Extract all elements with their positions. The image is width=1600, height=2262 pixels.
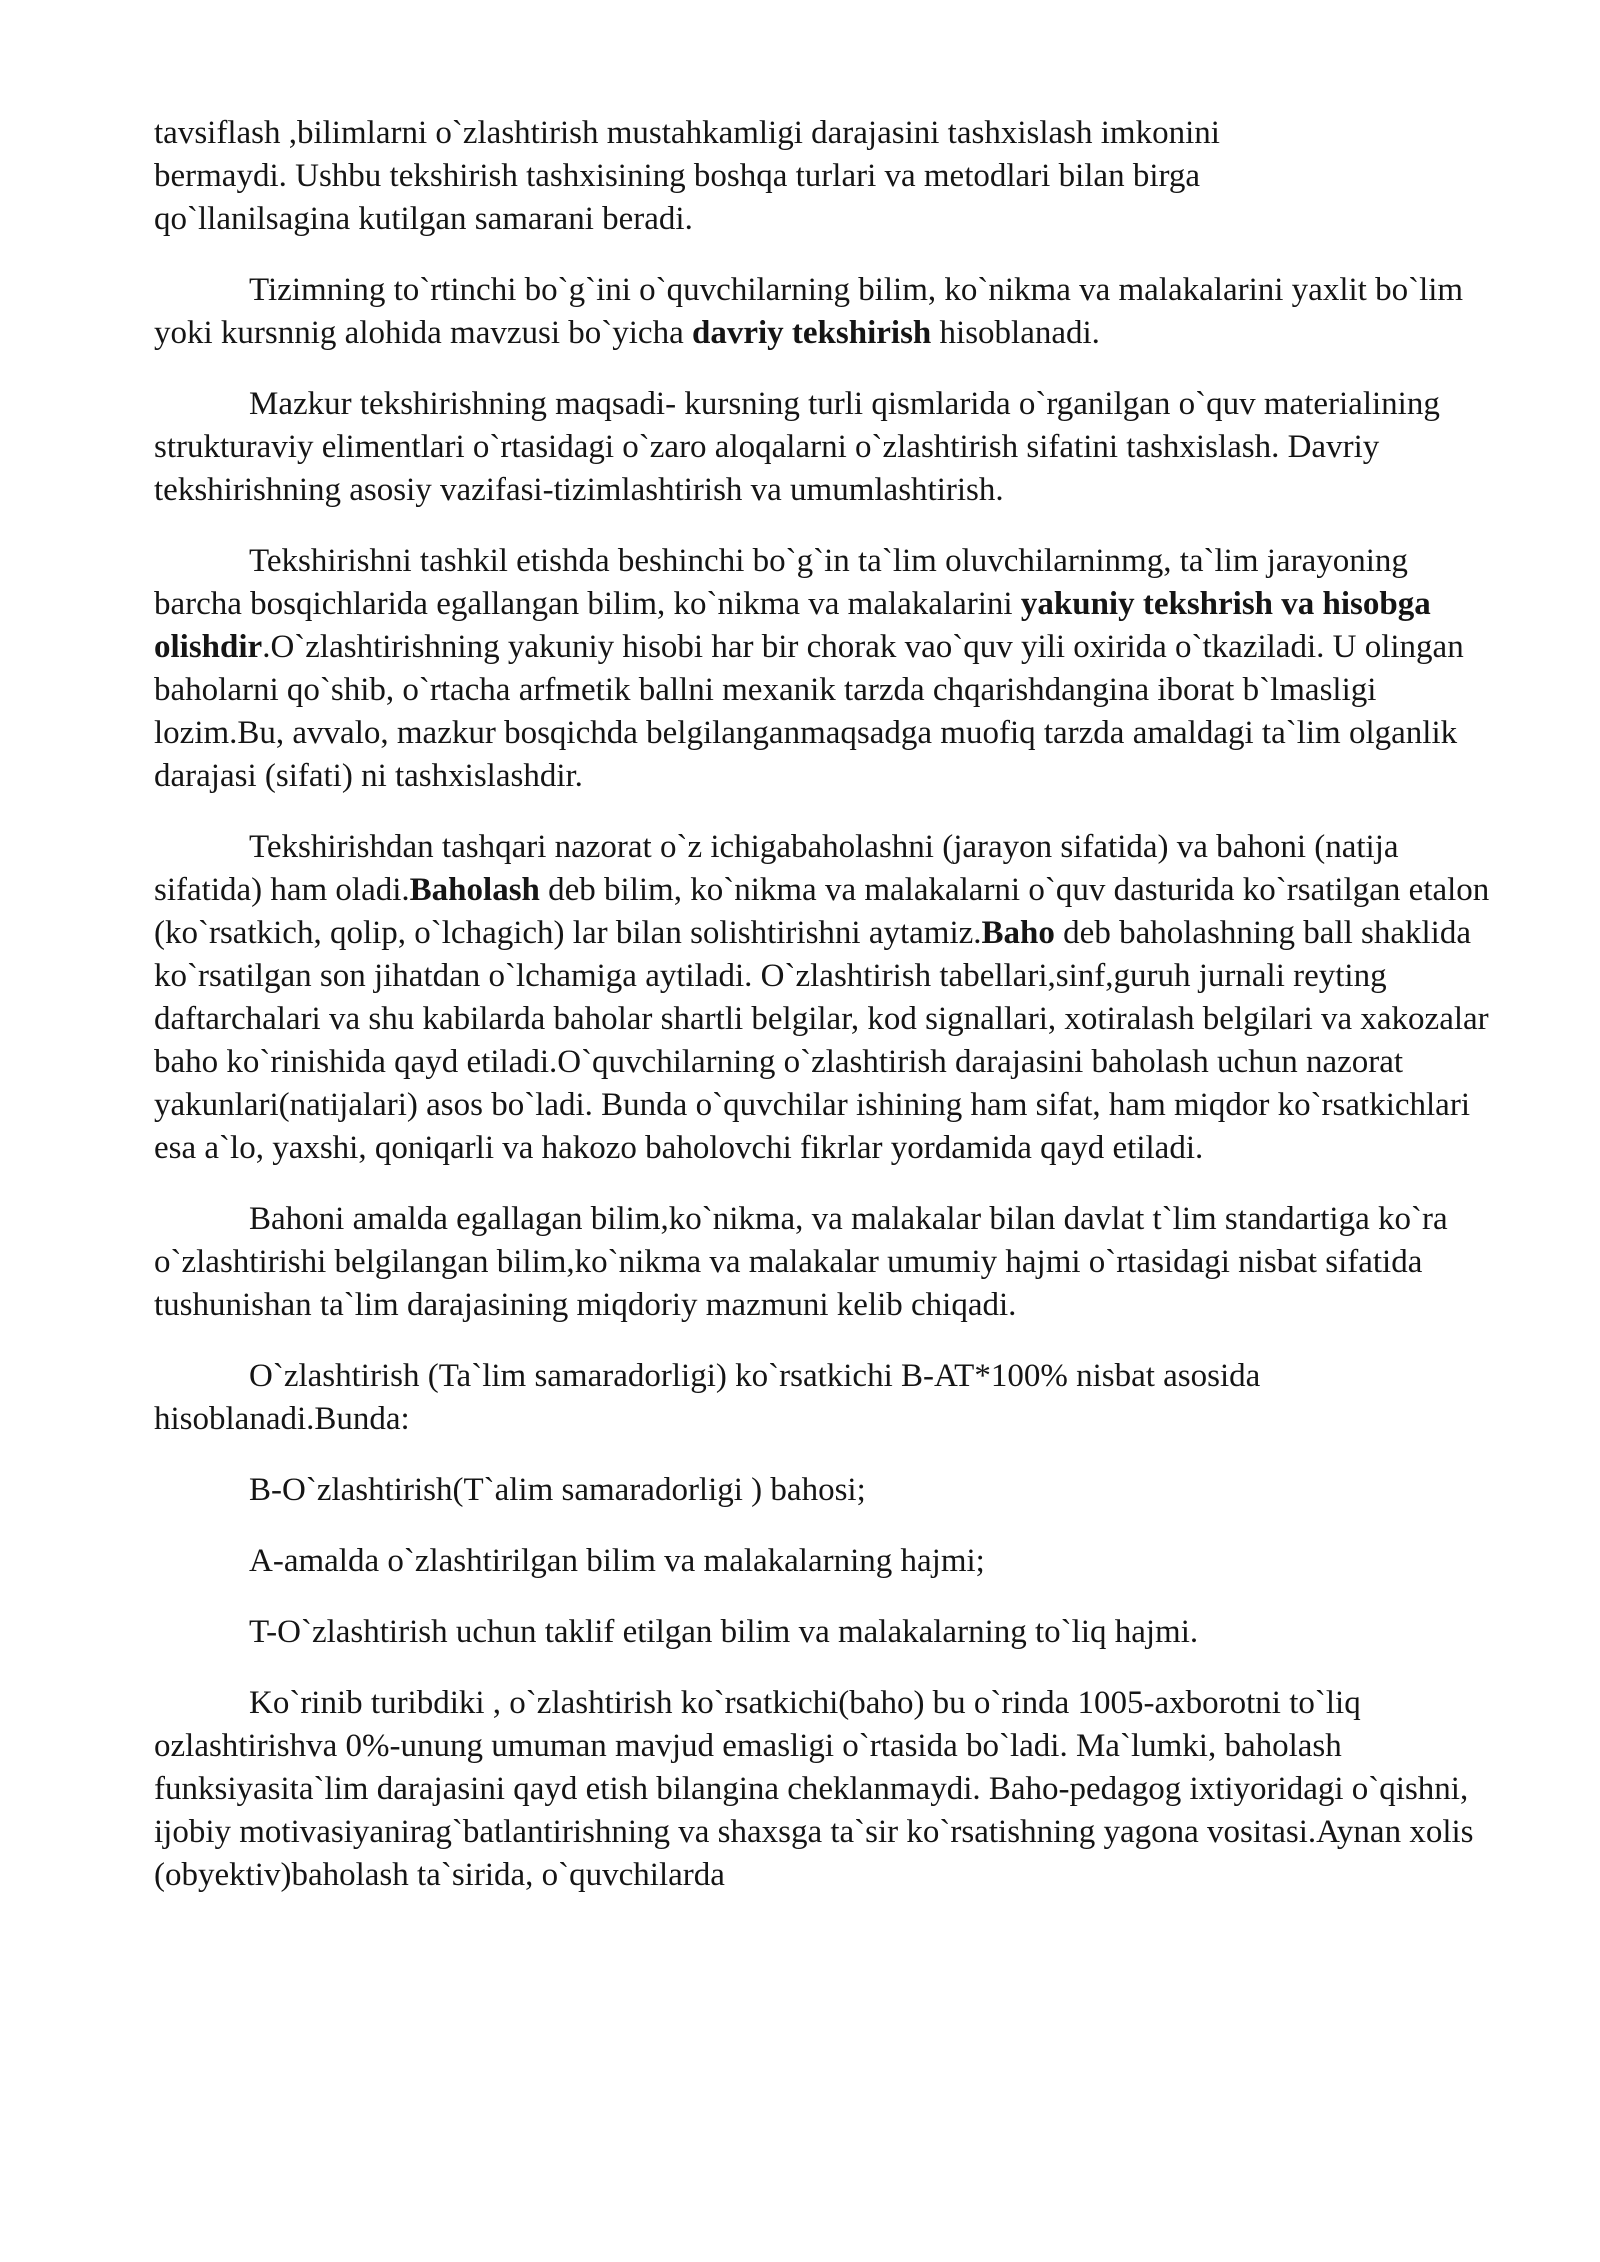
paragraph-5-bold-baholash: Baholash bbox=[409, 872, 540, 908]
paragraph-7: O`zlashtirish (Ta`lim samaradorligi) ko`rsatkichi B-AT*100% nisbat asosida hisoblanadi.Bunda: bbox=[154, 1358, 1261, 1437]
paragraph-11: Ko`rinib turibdiki , o`zlashtirish ko`rsatkichi(baho) bu o`rinda 1005-axborotni to`liq ozlashtirishva 0%-unung umuman mavjud emasligi o`rtasida bo`ladi. Ma`lumki, baholash funksiyasita`lim darajasini qayd etish bilangina cheklanmaydi. Baho-pedagog ixtiyoridagi o`qishni, ijobiy motivasiyanirag`batlantirishning va shaxsga ta`sir ko`rsatishning yagona vositasi.Aynan xolis (obyektiv)baholash ta`sirida, o`quvchilarda bbox=[154, 1685, 1474, 1893]
paragraph-5-bold-baho: Baho bbox=[981, 915, 1055, 951]
paragraph-2-bold-term: davriy tekshirish bbox=[691, 315, 932, 351]
paragraph-5-text-e: deb baholashning ball shaklida ko`rsatilgan son jihatdan o`lchamiga aytiladi. O`zlashtirish tabellari,sinf,guruh jurnali reyting daftarchalari va shu kabilarda baholar shartli belgilar, kod signallari, xotiralash belgilari va xakozalar baho ko`rinishida qayd etiladi.O`quvchilarning o`zlashtirish darajasini baholash uchun nazorat yakunlari(natijalari) asos bo`ladi. Bunda o`quvchilar ishining ham sifat, ham miqdor ko`rsatkichlari esa a`lo, yaxshi, qoniqarli va hakozo baholovchi fikrlar yordamida qayd etiladi. bbox=[154, 915, 1489, 1166]
paragraph-4-text-c: .O`zlashtirishning yakuniy hisobi har bir chorak vao`quv yili oxirida o`tkaziladi. U olingan baholarni qo`shib, o`rtacha arfmetik ballni mexanik tarzda chqarishdangina iborat b`lmasligi lozim.Bu, avvalo, mazkur bosqichda belgilanganmaqsadga muofiq tarzda amaldagi ta`lim olganlik darajasi (sifati) ni tashxislashdir. bbox=[154, 629, 1464, 794]
paragraph-2 bbox=[154, 269, 1494, 355]
paragraph-2-text-c: hisoblanadi. bbox=[931, 315, 1100, 351]
paragraph-1-line-2: bermaydi. Ushbu tekshirish tashxisining boshqa turlari va metodlari bilan birga bbox=[154, 158, 1201, 194]
paragraph-5-text-c: deb bilim, ko`nikma va malakalarni o`quv dasturida ko`rsatilgan etalon (ko`rsatkich, qolip, o`lchagich) lar bilan solishtirishni aytamiz. bbox=[154, 872, 1490, 951]
paragraph-5-text-a: Tekshirishdan tashqari nazorat o`z ichigabaholashni (jarayon sifatida) va bahoni (natija sifatida) ham oladi. bbox=[154, 829, 1399, 908]
definition-a: A-amalda o`zlashtirilgan bilim va malakalarning hajmi; bbox=[249, 1543, 985, 1579]
paragraph-1-line-3: qo`llanilsagina kutilgan samarani beradi. bbox=[154, 201, 693, 237]
paragraph-3: Mazkur tekshirishning maqsadi- kursning turli qismlarida o`rganilgan o`quv materialining strukturaviy elimentlari o`rtasidagi o`zaro aloqalarni o`zlashtirish sifatini tashxislash. Davriy tekshirishning asosiy vazifasi-tizimlashtirish va umumlashtirish. bbox=[154, 386, 1440, 508]
paragraph-5 bbox=[154, 826, 1494, 1170]
paragraph-1 bbox=[154, 112, 1494, 241]
document-page bbox=[154, 112, 1494, 1925]
definition-t: T-O`zlashtirish uchun taklif etilgan bilim va malakalarning to`liq hajmi. bbox=[249, 1614, 1199, 1650]
paragraph-1-line-1: tavsiflash ,bilimlarni o`zlashtirish mustahkamligi darajasini tashxislash imkonini bbox=[154, 115, 1220, 151]
paragraph-4-text-a: Tekshirishni tashkil etishda beshinchi bo`g`in ta`lim oluvchilarninmg, ta`lim jarayoning barcha bosqichlarida egallangan bilim, ko`nikma va malakalarini bbox=[154, 543, 1408, 622]
paragraph-2-text-a: Tizimning to`rtinchi bo`g`ini o`quvchilarning bilim, ko`nikma va malakalarini yaxlit bo`lim yoki kursnnig alohida mavzusi bo`yicha bbox=[154, 272, 1464, 351]
paragraph-4 bbox=[154, 540, 1494, 798]
paragraph-4-bold-term: yakuniy tekshrish va hisobga olishdir bbox=[154, 586, 1431, 665]
definition-b: B-O`zlashtirish(T`alim samaradorligi ) bahosi; bbox=[249, 1472, 866, 1508]
paragraph-6: Bahoni amalda egallagan bilim,ko`nikma, va malakalar bilan davlat t`lim standartiga ko`ra o`zlashtirishi belgilangan bilim,ko`nikma va malakalar umumiy hajmi o`rtasidagi nisbat sifatida tushunishan ta`lim darajasining miqdoriy mazmuni kelib chiqadi. bbox=[154, 1201, 1448, 1323]
